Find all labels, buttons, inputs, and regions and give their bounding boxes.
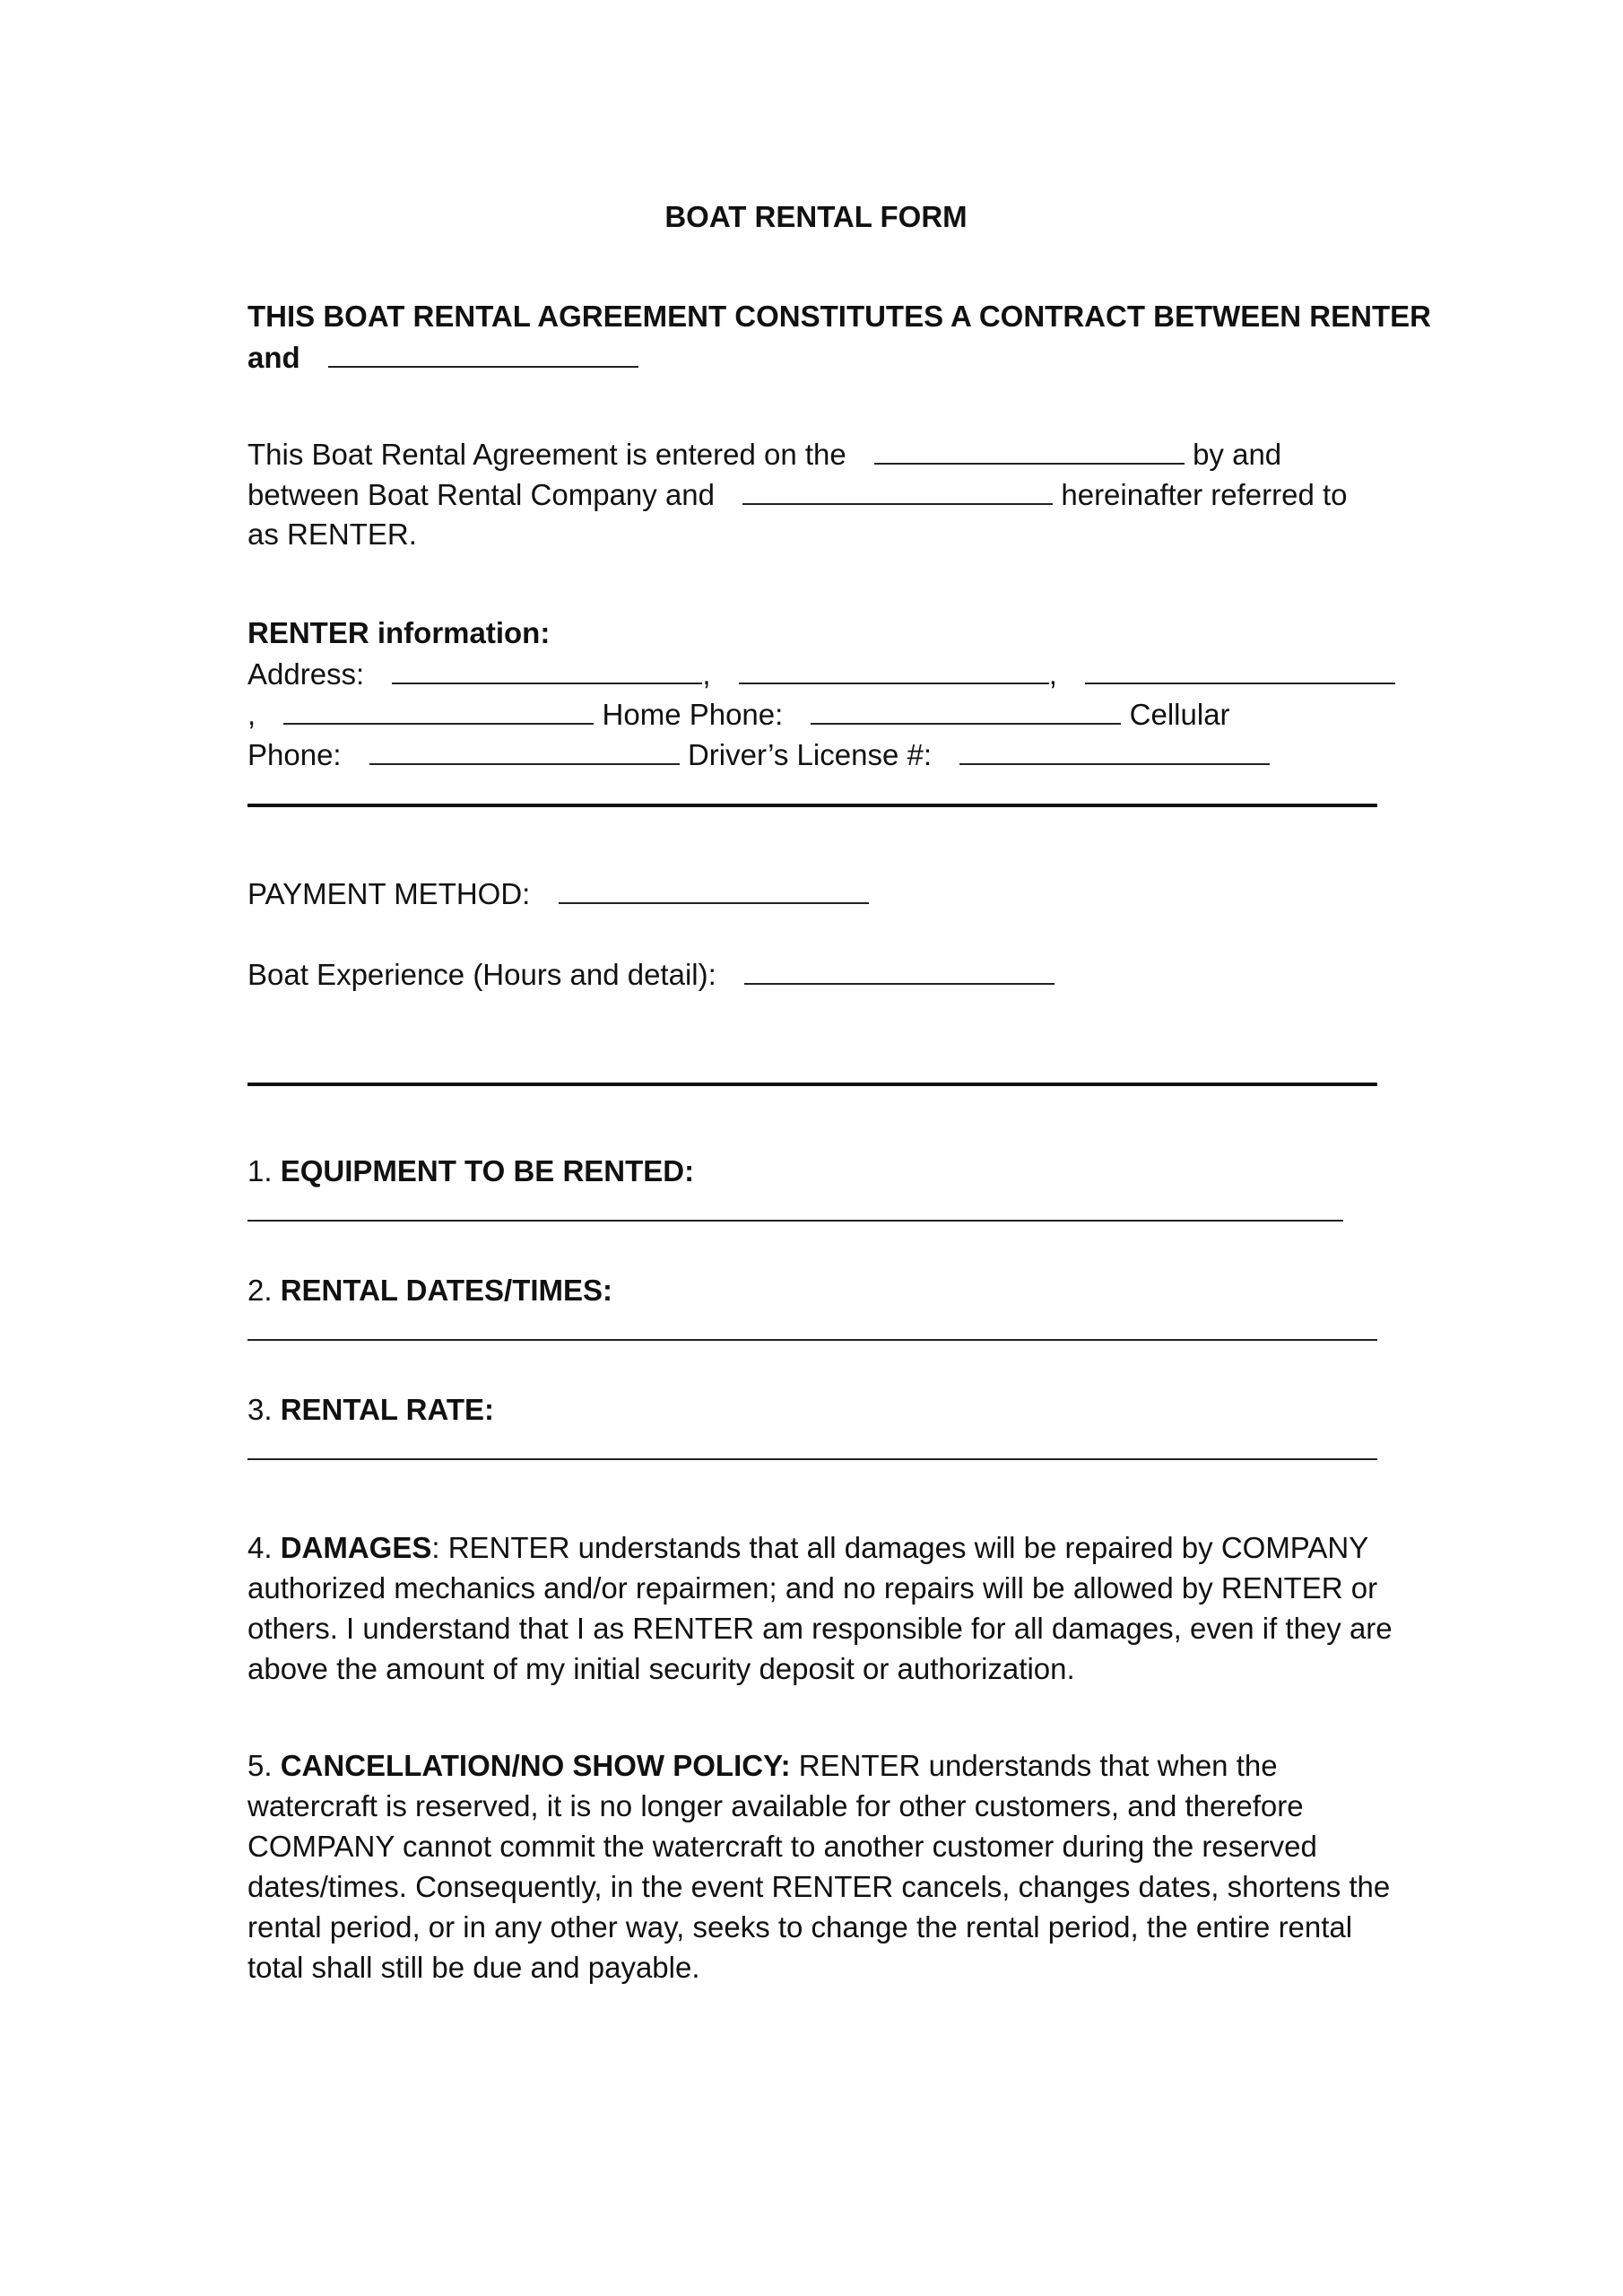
section-label-equipment: EQUIPMENT TO BE RENTED: <box>280 1154 695 1187</box>
phone-line <box>247 696 1230 733</box>
document-title: BOAT RENTAL FORM <box>664 200 968 233</box>
home-phone-label: Home Phone: <box>602 698 784 731</box>
section-number: 1. <box>247 1154 281 1187</box>
license-label: Driver’s License #: <box>687 738 932 771</box>
address-line <box>247 656 1395 692</box>
date-blank[interactable] <box>874 436 1185 465</box>
agreement-heading-line-2 <box>247 339 638 376</box>
section-divider <box>247 804 1377 807</box>
comma: , <box>702 657 711 691</box>
boat-experience-blank[interactable] <box>744 956 1055 985</box>
experience-line <box>247 956 1055 993</box>
address-zip-blank[interactable] <box>283 696 594 725</box>
renter-info-heading: RENTER information: <box>247 616 551 649</box>
license-blank[interactable] <box>959 736 1270 765</box>
section-equipment <box>247 1153 694 1189</box>
cancellation-paragraph <box>247 1745 1413 1987</box>
equipment-blank-line[interactable] <box>247 1220 1343 1222</box>
section-dates <box>247 1273 612 1309</box>
section-number: 3. <box>247 1393 281 1426</box>
payment-method-label: PAYMENT METHOD: <box>247 877 531 910</box>
intro-line-2 <box>247 476 1348 513</box>
company-name-blank[interactable] <box>328 339 638 368</box>
boat-experience-label: Boat Experience (Hours and detail): <box>247 958 716 991</box>
intro-line-1 <box>247 436 1281 473</box>
cell-phone-label: Phone: <box>247 738 342 771</box>
cell-license-line <box>247 736 1270 773</box>
section-number: 5. <box>247 1749 281 1782</box>
intro-text-by-and: by and <box>1193 438 1282 471</box>
damages-paragraph <box>247 1527 1413 1689</box>
cell-phone-blank[interactable] <box>369 736 680 765</box>
address-street-blank[interactable] <box>392 656 702 684</box>
section-label-rate: RENTAL RATE: <box>280 1393 495 1426</box>
address-city-blank[interactable] <box>739 656 1049 684</box>
rate-blank-line[interactable] <box>247 1458 1377 1460</box>
comma: , <box>1048 657 1057 691</box>
section-label-dates: RENTAL DATES/TIMES: <box>280 1274 613 1307</box>
intro-line-3: as RENTER. <box>247 517 417 551</box>
renter-name-blank[interactable] <box>742 476 1053 505</box>
cancellation-text: RENTER understands that when the watercraft is reserved, it is no longer available for other customers, and therefore COMPANY cannot commit the watercraft to another customer during the reserved dates/times. Consequently, in the event RENTER cancels, changes dates, shortens the rental period, or in any other way, seeks to change the rental period, the entire rental total shall still be due and payable. <box>247 1749 1391 1984</box>
damages-text: : RENTER understands that all damages will be repaired by COMPANY authorized mechanics and/or repairmen; and no repairs will be allowed by RENTER or others. I understand that I as RENTER am responsible for all damages, even if they are above the amount of my initial security deposit or authorization. <box>247 1531 1393 1685</box>
cellular-label: Cellular <box>1129 698 1230 731</box>
payment-method-blank[interactable] <box>559 875 869 904</box>
cancellation-label: CANCELLATION/NO SHOW POLICY: <box>280 1749 791 1782</box>
address-label: Address: <box>247 657 365 691</box>
address-state-blank[interactable] <box>1085 656 1395 684</box>
home-phone-blank[interactable] <box>811 696 1121 725</box>
intro-text-between: between Boat Rental Company and <box>247 478 716 511</box>
damages-label: DAMAGES <box>280 1531 432 1564</box>
agreement-heading-line-1: THIS BOAT RENTAL AGREEMENT CONSTITUTES A CONTRACT BETWEEN RENTER <box>247 300 1431 333</box>
intro-text-hereinafter: hereinafter referred to <box>1061 478 1348 511</box>
comma: , <box>247 698 256 731</box>
section-number: 4. <box>247 1531 281 1564</box>
dates-blank-line[interactable] <box>247 1339 1377 1341</box>
section-number: 2. <box>247 1274 281 1307</box>
section-rate <box>247 1392 494 1428</box>
and-label: and <box>247 341 300 374</box>
intro-text-entered: This Boat Rental Agreement is entered on the <box>247 438 846 471</box>
payment-line <box>247 875 869 912</box>
section-divider <box>247 1083 1377 1086</box>
